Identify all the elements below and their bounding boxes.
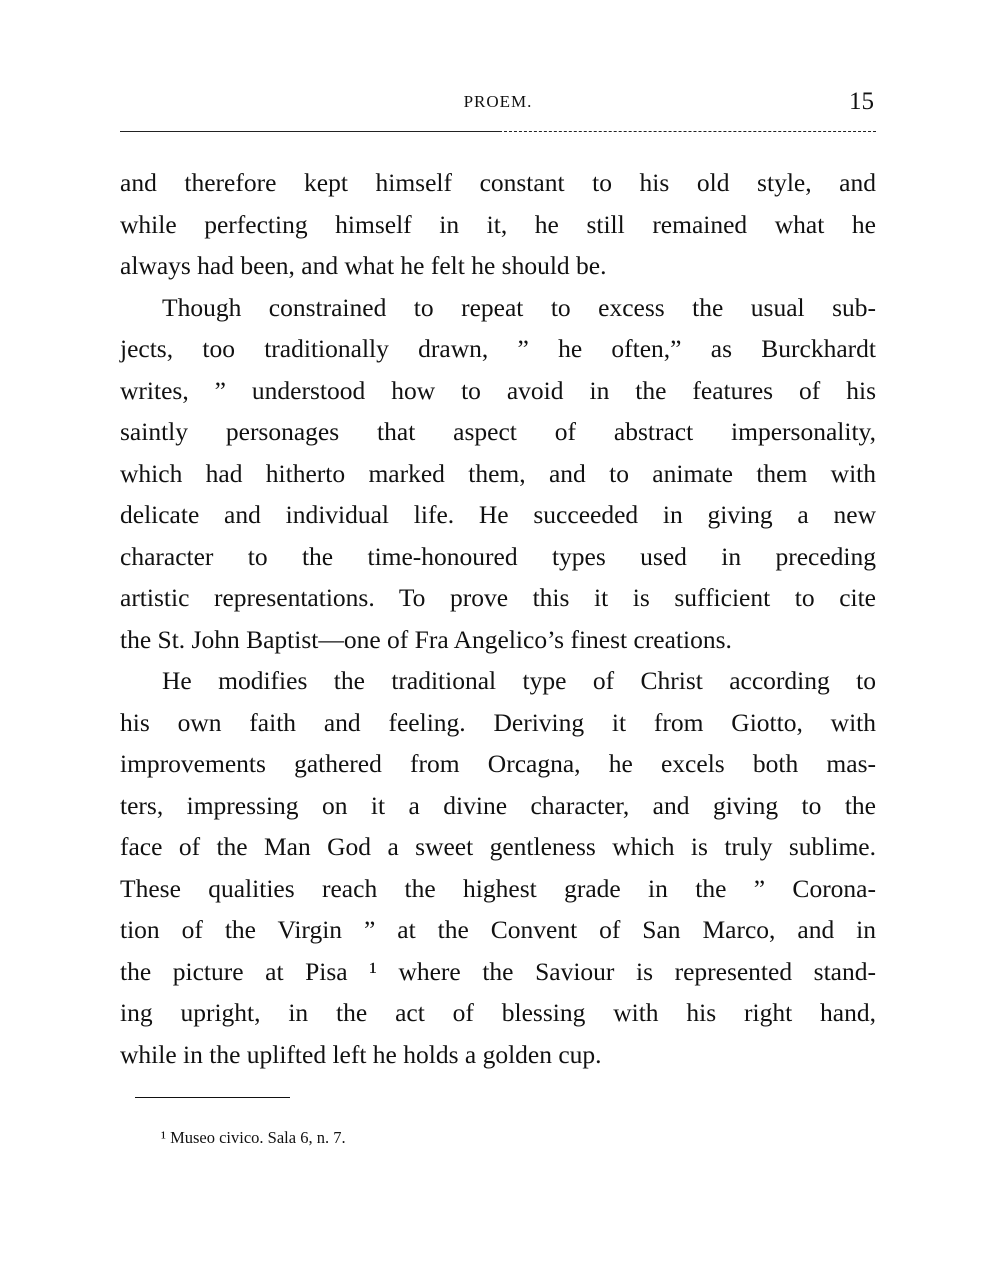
text-line: artistic representations. To prove this it is sufficient to cite	[120, 583, 876, 612]
text-line: He modifies the traditional type of Christ according to	[162, 666, 876, 695]
text-line: his own faith and feeling. Deriving it from Giotto, with	[120, 707, 876, 737]
text-line: the St. John Baptist—one of Fra Angelico’s finest creations.	[120, 624, 732, 654]
text-line: which had hitherto marked them, and to animate them with	[120, 458, 876, 488]
text-line: improvements gathered from Orcagna, he excels both mas-	[120, 749, 876, 778]
text-line: tion of the Virgin ” at the Convent of San Marco, and in	[120, 915, 876, 944]
text-line: delicate and individual life. He succeeded in giving a new	[120, 500, 876, 529]
text-line: and therefore kept himself constant to his old style, and	[120, 168, 876, 197]
text-line: the picture at Pisa ¹ where the Saviour is represented stand-	[120, 956, 876, 986]
text-line: Though constrained to repeat to excess the usual sub-	[162, 292, 876, 322]
text-line: ing upright, in the act of blessing with his right hand,	[120, 998, 876, 1027]
text-line: while perfecting himself in it, he still remained what he	[120, 209, 876, 239]
text-line: while in the uplifted left he holds a golden cup.	[120, 1039, 602, 1069]
text-line: face of the Man God a sweet gentleness which is truly sublime.	[120, 832, 876, 861]
page-number: 15	[849, 88, 874, 115]
text-line: always had been, and what he felt he should be.	[120, 251, 607, 280]
text-line: jects, too traditionally drawn, ” he often,” as Burckhardt	[120, 334, 876, 363]
text-line: character to the time-honoured types used in preceding	[120, 541, 876, 571]
running-head	[120, 88, 876, 118]
body-text	[120, 162, 876, 1075]
text-line: These qualities reach the highest grade in the ” Corona-	[120, 873, 876, 903]
text-line: saintly personages that aspect of abstract impersonality,	[120, 417, 876, 446]
text-line: writes, ” understood how to avoid in the features of his	[120, 375, 876, 405]
running-head-title: PROEM.	[463, 92, 533, 111]
header-rule-solid	[120, 131, 500, 132]
text-line: ters, impressing on it a divine character, and giving to the	[120, 790, 876, 820]
footnote-rule	[135, 1097, 290, 1098]
footnote: ¹ Museo civico. Sala 6, n. 7.	[161, 1128, 346, 1147]
